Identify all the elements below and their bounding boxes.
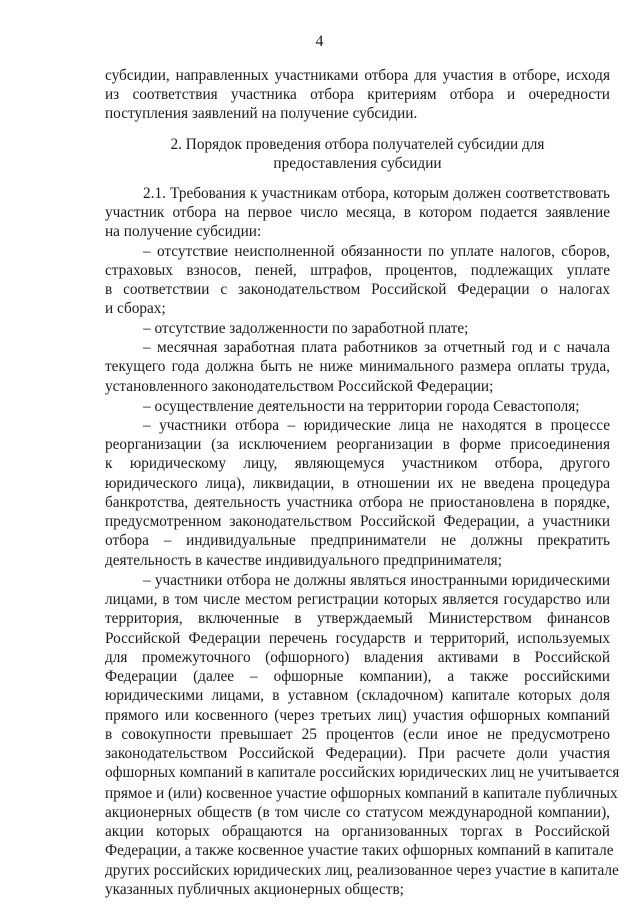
paragraph-line: 2.1. Требования к участникам отбора, которым должен соответствовать — [143, 184, 610, 202]
paragraph-line: установленного законодательством Российской Федерации; — [105, 377, 494, 395]
section-heading-line: предоставления субсидии — [273, 154, 442, 172]
paragraph-line: банкротства, деятельность участника отбора не приостановлена в порядке, — [105, 494, 610, 512]
paragraph-line: – отсутствие задолженности по заработной плате; — [143, 320, 469, 338]
paragraph-line: – отсутствие неисполненной обязанности по уплате налогов, сборов, — [143, 242, 610, 260]
paragraph-line: прямое и (или) косвенное участие офшорных компаний в капитале публичных — [105, 784, 618, 802]
paragraph-line: законодательством Российской Федерации). При расчете доли участия — [105, 745, 610, 763]
paragraph-line: Федерации (далее – офшорные компании), а также российскими — [105, 667, 610, 685]
paragraph-line: территория, включенные в утверждаемый Министерством финансов — [105, 609, 610, 627]
paragraph-line: деятельность в качестве индивидуального предпринимателя; — [105, 552, 502, 570]
paragraph-line: юридическими лицами, в уставном (складочном) капитале которых доля — [105, 687, 610, 705]
paragraph-line: указанных публичных акционерных обществ; — [105, 881, 404, 898]
paragraph-line: Российской Федерации перечень государств и территорий, используемых — [105, 629, 610, 647]
paragraph-line: и сборах; — [105, 300, 166, 318]
paragraph-line: прямого или косвенного (через третьих лиц) участия офшорных компаний — [105, 707, 610, 725]
paragraph-line: текущего года должна быть не ниже минимального размера оплаты труда, — [105, 358, 610, 376]
paragraph-line: реорганизации (за исключением реорганизации в форме присоединения — [105, 435, 610, 453]
paragraph-line: отбора – индивидуальные предприниматели не должны прекратить — [105, 532, 610, 550]
paragraph-line: – месячная заработная плата работников за отчетный год и с начала — [143, 339, 610, 357]
paragraph-line: на получение субсидии: — [105, 222, 262, 240]
section-heading-line: 2. Порядок проведения отбора получателей субсидии для — [170, 135, 545, 153]
paragraph-line: акционерных обществ (в том числе со статусом международной компании), — [105, 803, 610, 821]
paragraph-line: для промежуточного (офшорного) владения активами в Российской — [105, 648, 610, 666]
paragraph-line: из соответствия участника отбора критериям отбора и очередности — [105, 86, 610, 104]
paragraph-line: офшорных компаний в капитале российских юридических лиц не учитывается — [105, 764, 620, 782]
paragraph-line: акции которых обращаются на организованных торгах в Российской — [105, 822, 610, 840]
paragraph-line: Федерации, а также косвенное участие таких офшорных компаний в капитале — [105, 841, 614, 859]
paragraph-line: в соответствии с законодательством Российской Федерации о налогах — [105, 281, 610, 298]
paragraph-line: страховых взносов, пеней, штрафов, процентов, подлежащих уплате — [105, 261, 610, 279]
paragraph-line: – осуществление деятельности на территории города Севастополя; — [143, 397, 580, 415]
paragraph-line: – участники отбора не должны являться иностранными юридическими — [143, 571, 610, 589]
paragraph-line: предусмотренном законодательством Российской Федерации, а участники — [105, 513, 610, 531]
paragraph-line: лицами, в том числе местом регистрации которых является государство или — [105, 590, 610, 608]
paragraph-line: субсидии, направленных участниками отбора для участия в отборе, исходя — [105, 67, 610, 84]
paragraph-line: участник отбора на первое число месяца, в котором подается заявление — [105, 203, 610, 221]
paragraph-line: в совокупности превышает 25 процентов (если иное не предусмотрено — [105, 726, 610, 744]
paragraph-line: – участники отбора – юридические лица не находятся в процессе — [143, 416, 610, 434]
paragraph-line: юридического лица), ликвидации, в отношении их не введена процедура — [105, 475, 610, 492]
page-number: 4 — [315, 33, 324, 50]
paragraph-line: поступления заявлений на получение субсидии. — [105, 105, 418, 123]
paragraph-line: других российских юридических лиц, реализованное через участие в капитале — [105, 861, 619, 879]
paragraph-line: к юридическому лицу, являющемуся участником отбора, другого — [105, 454, 610, 472]
